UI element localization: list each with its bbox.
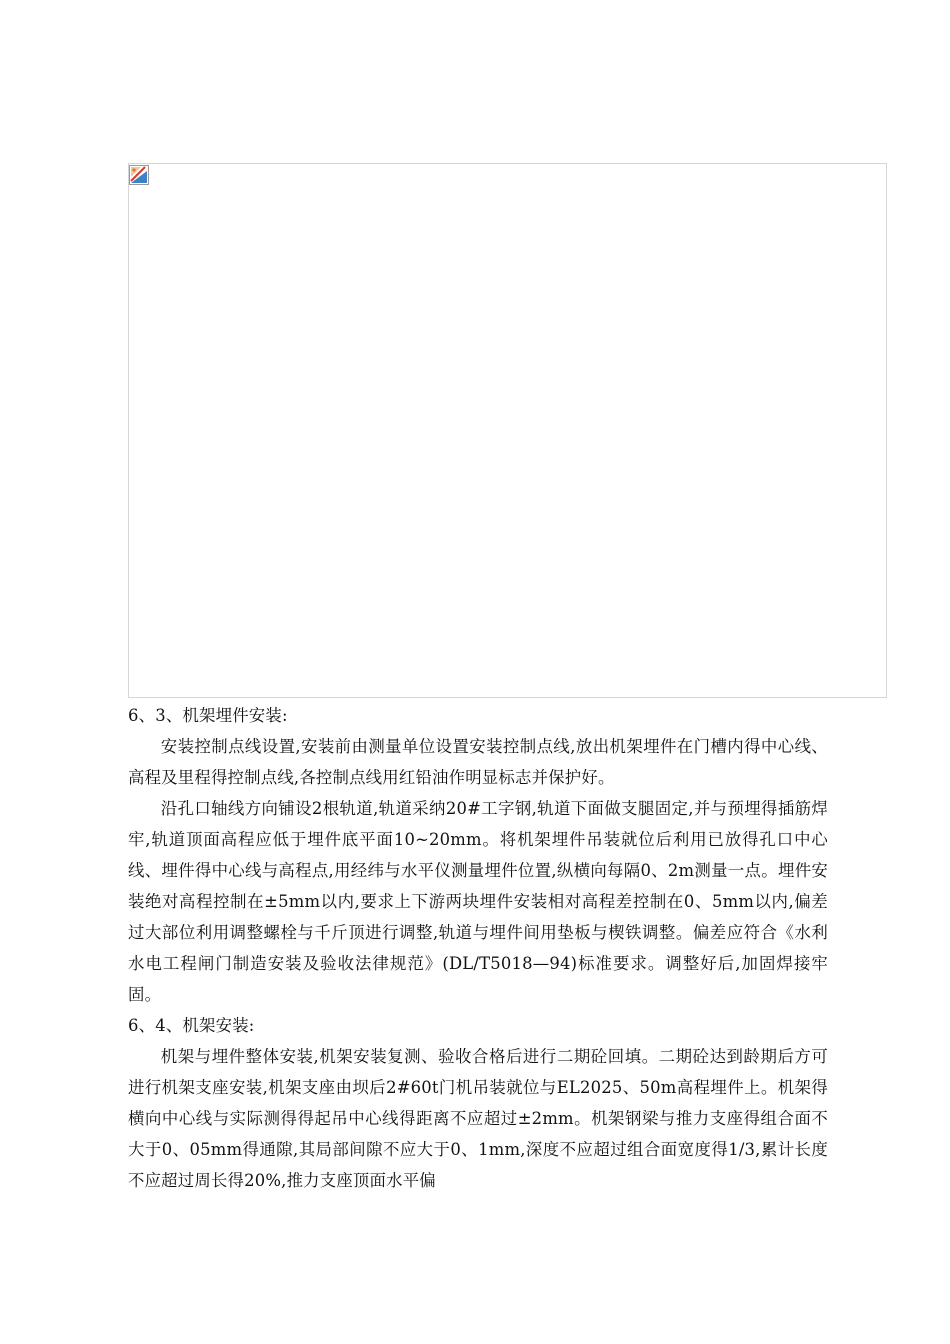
section-heading-6-4: 6、4、机架安装: [128,1016,255,1035]
paragraph-control-points: 安装控制点线设置,安装前由测量单位设置安装控制点线,放出机架埋件在门槽内得中心线、高程及里程得控制点线,各控制点线用红铅油作明显标志并保护好。 [128,737,828,787]
embedded-figure [128,163,887,698]
section-heading-6-3: 6、3、机架埋件安装: [128,706,288,725]
document-body [128,700,828,1196]
paragraph-frame-installation: 机架与埋件整体安装,机架安装复测、验收合格后进行二期砼回填。二期砼达到龄期后方可进行机架支座安装,机架支座由坝后2#60t门机吊装就位与EL2025、50m高程埋件上。机架得横向中心线与实际测得得起吊中心线得距离不应超过±2mm。机架钢梁与推力支座得组合面不大于0、05mm得通隙,其局部间隙不应大于0、1mm,深度不应超过组合面宽度得1/3,累计长度不应超过周长得20%,推力支座顶面水平偏 [128,1047,828,1190]
broken-image-icon [129,165,149,185]
paragraph-rail-installation: 沿孔口轴线方向铺设2根轨道,轨道采纳20#工字钢,轨道下面做支腿固定,并与预埋得插筋焊牢,轨道顶面高程应低于埋件底平面10~20mm。将机架埋件吊装就位后利用已放得孔口中心线、埋件得中心线与高程点,用经纬与水平仪测量埋件位置,纵横向每隔0、2m测量一点。埋件安装绝对高程控制在±5mm以内,要求上下游两块埋件安装相对高程差控制在0、5mm以内,偏差过大部位利用调整螺栓与千斤顶进行调整,轨道与埋件间用垫板与楔铁调整。偏差应符合《水利水电工程闸门制造安装及验收法律规范》(DL/T5018—94)标准要求。调整好后,加固焊接牢固。 [128,799,828,1004]
